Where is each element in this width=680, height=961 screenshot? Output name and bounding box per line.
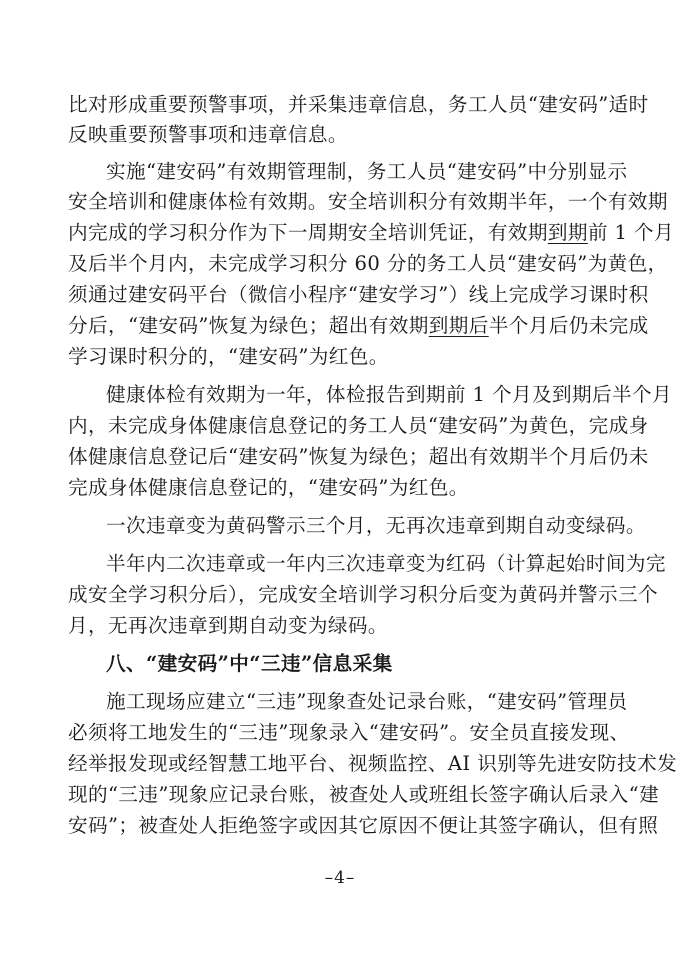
paragraph-2-line-3-text: 内完成的学习积分作为下一周期安全培训凭证，有效期 <box>68 221 548 244</box>
paragraph-2-line-6-text: 分后，“建安码”恢复为绿色；超出有效期 <box>68 314 429 337</box>
underlined-term: 到期 <box>547 221 588 244</box>
paragraph-2-line-1: 实施“建安码”有效期管理制，务工人员“建安码”中分别显示 <box>106 160 628 183</box>
paragraph-2-line-2: 安全培训和健康体检有效期。安全培训积分有效期半年，一个有效期 <box>68 190 668 213</box>
paragraph-4-line-1: 一次违章变为黄码警示三个月，无再次违章到期自动变绿码。 <box>106 514 646 537</box>
paragraph-2-line-3-rest: 前 1 个月 <box>587 221 674 244</box>
paragraph-2-line-7: 学习课时积分的，“建安码”为红色。 <box>68 345 389 368</box>
paragraph-3-line-4: 完成身体健康信息登记的，“建安码”为红色。 <box>68 476 469 499</box>
paragraph-6-line-3: 经举报发现或经智慧工地平台、视频监控、AI 识别等先进安防技术发 <box>68 752 678 775</box>
paragraph-2-line-4: 及后半个月内，未完成学习积分 60 分的务工人员“建安码”为黄色， <box>68 252 668 275</box>
paragraph-1-line-1: 比对形成重要预警事项，并采集违章信息，务工人员“建安码”适时 <box>68 93 649 116</box>
paragraph-2-line-3 <box>68 218 674 248</box>
paragraph-6-line-5: 安码”；被查处人拒绝签字或因其它原因不便让其签字确认，但有照 <box>68 814 659 837</box>
section-heading: 八、“建安码”中“三违”信息采集 <box>106 652 393 675</box>
paragraph-5-line-1: 半年内二次违章或一年内三次违章变为红码（计算起始时间为完 <box>106 552 666 575</box>
paragraph-3-line-2: 内，未完成身体健康信息登记的务工人员“建安码”为黄色，完成身 <box>68 414 649 437</box>
paragraph-6-line-1: 施工现场应建立“三违”现象查处记录台账，“建安码”管理员 <box>106 690 628 713</box>
paragraph-2-line-6 <box>68 311 649 341</box>
paragraph-5-line-2: 成安全学习积分后），完成安全培训学习积分后变为黄码并警示三个 <box>68 583 659 606</box>
underlined-term: 到期后 <box>428 314 489 337</box>
page-number: –4– <box>324 868 356 888</box>
paragraph-2-line-5: 须通过建安码平台（微信小程序“建安学习”）线上完成学习课时积 <box>68 283 649 306</box>
paragraph-6-line-2: 必须将工地发生的“三违”现象录入“建安码”。安全员直接发现、 <box>68 721 630 744</box>
paragraph-3-line-1: 健康体检有效期为一年，体检报告到期前 1 个月及到期后半个月 <box>106 383 672 406</box>
paragraph-6-line-4: 现的“三违”现象应记录台账，被查处人或班组长签字确认后录入“建 <box>68 783 660 806</box>
paragraph-1-line-2: 反映重要预警事项和违章信息。 <box>68 123 348 146</box>
paragraph-3-line-3: 体健康信息登记后“建安码”恢复为绿色；超出有效期半个月后仍未 <box>68 445 649 468</box>
paragraph-2-line-6-rest: 半个月后仍未完成 <box>488 314 649 337</box>
paragraph-5-line-3: 月，无再次违章到期自动变为绿码。 <box>68 614 388 637</box>
